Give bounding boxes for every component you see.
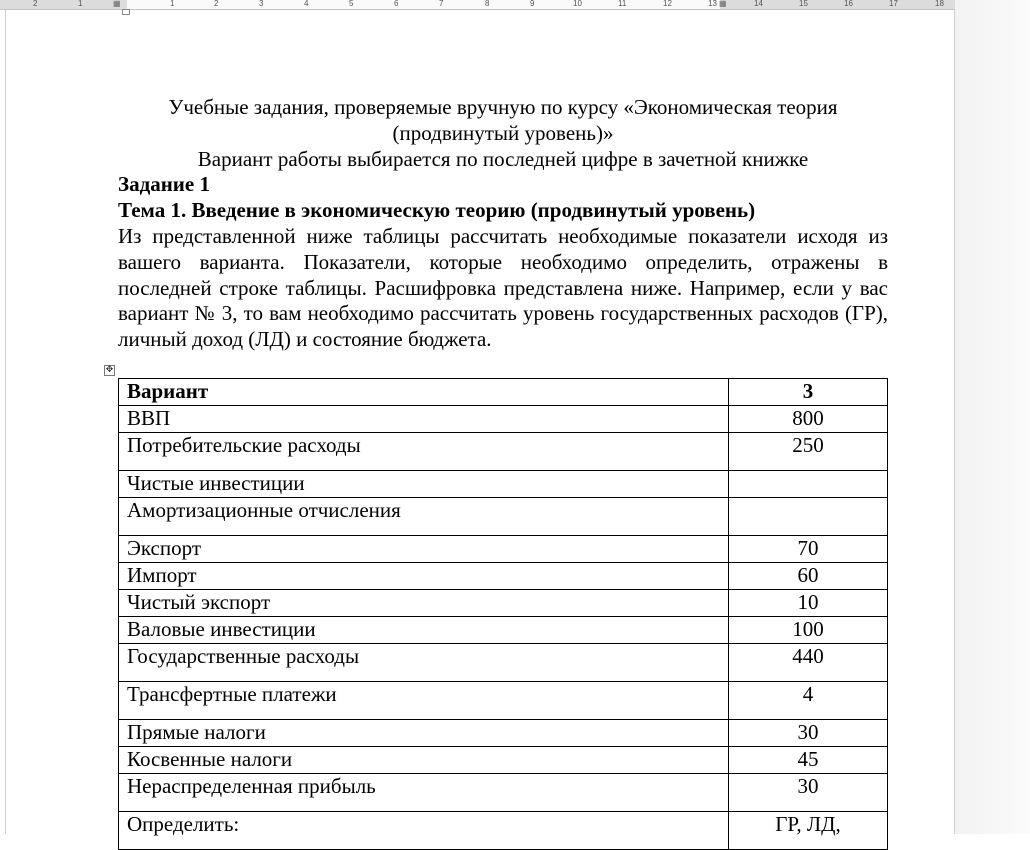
row-label: Косвенные налоги [119, 747, 729, 774]
row-value: 250 [729, 433, 888, 471]
variant-note: Вариант работы выбирается по последней цифре в зачетной книжке [197, 146, 809, 171]
row-label: Валовые инвестиции [119, 617, 729, 644]
table-row [119, 682, 888, 720]
ruler-tick: 1 [170, 0, 175, 8]
row-value: 60 [729, 563, 888, 590]
left-margin-marker-icon[interactable]: ▦ [113, 0, 121, 8]
document-title-line1: Учебные задания, проверяемые вручную по курсу «Экономическая теория [168, 95, 838, 119]
table-row [119, 498, 888, 536]
row-value: 70 [729, 536, 888, 563]
ruler-tick: 8 [485, 0, 490, 8]
ruler-tick: 17 [889, 0, 898, 8]
row-label: Экспорт [119, 536, 729, 563]
table-move-handle-icon[interactable]: ✥ [105, 365, 114, 375]
ruler-tick: 14 [754, 0, 763, 8]
ruler-tick: 3 [259, 0, 264, 8]
table-row [119, 471, 888, 498]
row-label: Потребительские расходы [119, 433, 729, 471]
task-heading: Задание 1 [118, 172, 210, 197]
document-background [955, 0, 1030, 834]
row-value: ГР, ЛД, [729, 812, 888, 850]
right-margin-marker-icon[interactable]: ▦ [719, 0, 727, 8]
row-value: 800 [729, 406, 888, 433]
row-label: Прямые налоги [119, 720, 729, 747]
ruler-tick: 13 [708, 0, 717, 8]
table-row [119, 563, 888, 590]
row-label: Нераспределенная прибыль [119, 774, 729, 812]
ruler-tick: 16 [844, 0, 853, 8]
table-row [119, 747, 888, 774]
table-header-row [119, 379, 888, 406]
ruler-tick: 18 [935, 0, 944, 8]
table-row [119, 720, 888, 747]
ruler-tick: 6 [394, 0, 399, 8]
row-value [729, 471, 888, 498]
row-value: 30 [729, 774, 888, 812]
topic-heading: Тема 1. Введение в экономическую теорию (продвинутый уровень) [118, 198, 756, 223]
ruler-tick: 9 [530, 0, 535, 8]
table-header-label: Вариант [119, 379, 729, 406]
data-table[interactable] [118, 378, 888, 850]
ruler-tick: 15 [799, 0, 808, 8]
table-header-value: 3 [729, 379, 888, 406]
row-value: 4 [729, 682, 888, 720]
ruler-tick: 12 [663, 0, 672, 8]
table-row [119, 433, 888, 471]
table-row [119, 617, 888, 644]
page-left-edge [5, 10, 6, 834]
row-value: 30 [729, 720, 888, 747]
row-label: ВВП [119, 406, 729, 433]
document-body[interactable] [118, 95, 888, 353]
row-value: 10 [729, 590, 888, 617]
ruler-tick: 7 [439, 0, 444, 8]
row-label: Чистые инвестиции [119, 471, 729, 498]
row-value: 100 [729, 617, 888, 644]
ruler-tick: 1 [78, 0, 83, 8]
row-label: Определить: [119, 812, 729, 850]
table-row [119, 774, 888, 812]
ruler-tick: 4 [304, 0, 309, 8]
ruler-tick: 2 [214, 0, 219, 8]
row-label: Трансфертные платежи [119, 682, 729, 720]
table-row [119, 590, 888, 617]
horizontal-ruler[interactable] [0, 0, 955, 10]
ruler-tick: 11 [618, 0, 627, 8]
table-row [119, 406, 888, 433]
indent-marker-icon[interactable] [122, 9, 130, 15]
row-value [729, 498, 888, 536]
table-row [119, 536, 888, 563]
row-value: 440 [729, 644, 888, 682]
table-row [119, 812, 888, 850]
table-row [119, 644, 888, 682]
ruler-tick: 10 [573, 0, 582, 8]
row-label: Государственные расходы [119, 644, 729, 682]
ruler-tick: 2 [33, 0, 38, 8]
task-description: Из представленной ниже таблицы рассчитать необходимые показатели исходя из вашего варианта. Показатели, которые необходимо определить, отражены в последней строке таблицы. Расшифровка представлена ниже. Например, если у вас вариант № 3, то вам необходимо рассчитать уровень государственных расходов (ГР), личный доход (ЛД) и состояние бюджета. [118, 223, 888, 352]
ruler-tick: 5 [349, 0, 354, 8]
row-label: Чистый экспорт [119, 590, 729, 617]
row-value: 45 [729, 747, 888, 774]
row-label: Амортизационные отчисления [119, 498, 729, 536]
row-label: Импорт [119, 563, 729, 590]
document-title-line2: (продвинутый уровень)» [392, 120, 614, 145]
